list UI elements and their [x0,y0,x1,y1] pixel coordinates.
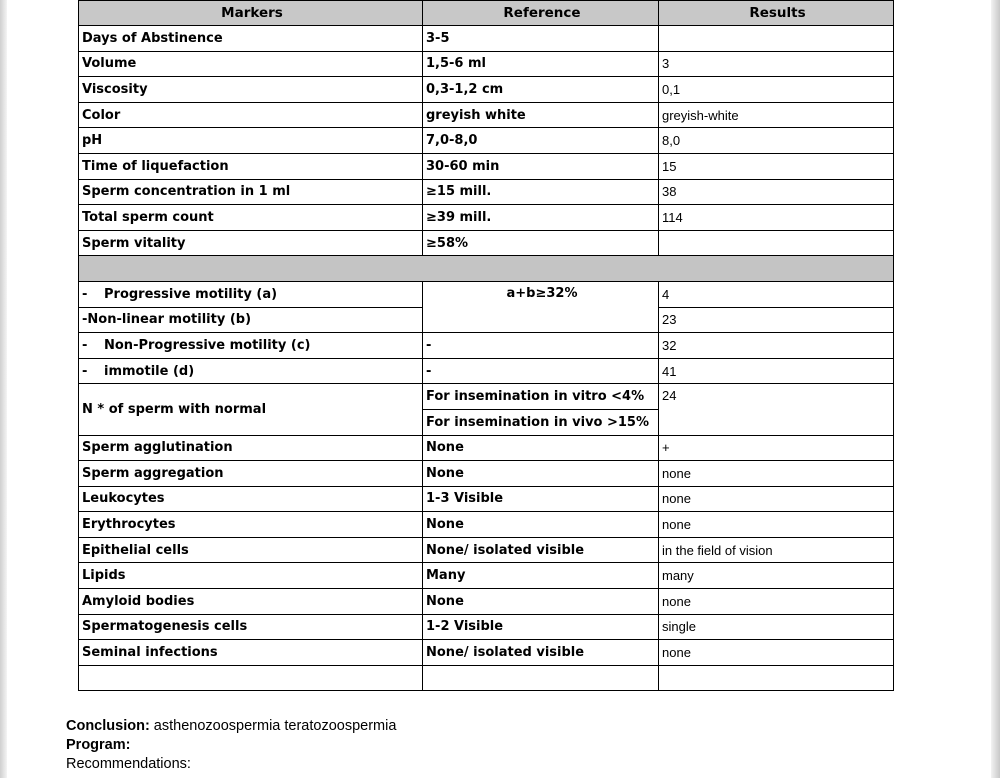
marker-cell: Sperm vitality [79,230,423,256]
result-cell: none [659,640,894,666]
section-separator-row [79,256,894,282]
reference-cell: 30-60 min [423,153,659,179]
empty-cell [79,665,423,691]
table-header-row [79,1,894,26]
table-row [79,128,894,154]
table-row [79,461,894,487]
reference-cell: None/ isolated visible [423,640,659,666]
program-line [66,737,130,753]
table-row [79,230,894,256]
reference-cell: a+b≥32% [423,281,659,332]
marker-cell: Seminal infections [79,640,423,666]
result-cell [659,230,894,256]
marker-label: Non-Progressive motility (c) [104,337,311,353]
reference-cell: For insemination in vitro <4% [423,384,659,410]
conclusion-label: Conclusion: [66,718,150,734]
result-cell: 3 [659,51,894,77]
result-cell: 8,0 [659,128,894,154]
reference-cell: None [423,435,659,461]
marker-cell: Amyloid bodies [79,589,423,615]
reference-cell: For insemination in vivo >15% [423,409,659,435]
marker-cell: -Non-linear motility (b) [79,307,423,333]
reference-cell: ≥39 mill. [423,205,659,231]
result-cell: none [659,589,894,615]
result-cell: 24 [659,384,894,435]
reference-cell: 7,0-8,0 [423,128,659,154]
reference-cell: greyish white [423,102,659,128]
marker-cell: Spermatogenesis cells [79,614,423,640]
header-markers: Markers [79,1,423,26]
marker-cell: Time of liquefaction [79,153,423,179]
marker-label: Progressive motility (a) [104,286,278,302]
table-row [79,26,894,52]
reference-cell: 0,3-1,2 cm [423,77,659,103]
page-edge-left [0,0,7,778]
marker-cell: Sperm aggregation [79,461,423,487]
table-row [79,589,894,615]
table-row [79,640,894,666]
result-cell: 0,1 [659,77,894,103]
marker-cell [79,281,423,307]
marker-cell: Volume [79,51,423,77]
marker-cell: Leukocytes [79,486,423,512]
marker-cell: Total sperm count [79,205,423,231]
marker-cell: Viscosity [79,77,423,103]
result-cell: in the field of vision [659,537,894,563]
reference-cell: 1,5-6 ml [423,51,659,77]
result-cell: none [659,512,894,538]
reference-cell: Many [423,563,659,589]
marker-cell [79,358,423,384]
result-cell: 23 [659,307,894,333]
table-row [79,333,894,359]
table-row [79,358,894,384]
result-cell: 114 [659,205,894,231]
marker-cell: Erythrocytes [79,512,423,538]
table-row [79,179,894,205]
marker-cell: Sperm agglutination [79,435,423,461]
table-row [79,384,894,410]
marker-cell: Days of Abstinence [79,26,423,52]
table-row [79,614,894,640]
dash-mark: - [82,363,88,379]
result-cell: none [659,486,894,512]
reference-cell: ≥15 mill. [423,179,659,205]
recommendations-line [66,756,191,772]
dash-mark: - [82,286,88,302]
result-cell: 4 [659,281,894,307]
empty-cell [659,665,894,691]
marker-label: immotile (d) [104,363,195,379]
page-edge-right [991,0,1000,778]
result-cell: none [659,461,894,487]
result-cell: many [659,563,894,589]
result-cell: 41 [659,358,894,384]
marker-cell: pH [79,128,423,154]
result-cell: single [659,614,894,640]
table-row [79,77,894,103]
conclusion-text: asthenozoospermia teratozoospermia [149,718,397,734]
separator-cell [79,256,894,282]
result-cell: 32 [659,333,894,359]
reference-cell: None [423,512,659,538]
result-cell: 15 [659,153,894,179]
reference-cell: 3-5 [423,26,659,52]
reference-cell: None [423,461,659,487]
result-cell: 38 [659,179,894,205]
result-cell: greyish-white [659,102,894,128]
table-row [79,486,894,512]
conclusion-line [66,718,396,734]
empty-row [79,665,894,691]
table-row [79,102,894,128]
semen-analysis-table [78,0,894,691]
table-row [79,281,894,307]
reference-cell: - [423,358,659,384]
marker-cell: Lipids [79,563,423,589]
header-reference: Reference [423,1,659,26]
table-row [79,537,894,563]
marker-cell: Sperm concentration in 1 ml [79,179,423,205]
reference-cell: ≥58% [423,230,659,256]
reference-cell: - [423,333,659,359]
result-cell [659,26,894,52]
recommendations-label: Recommendations: [66,756,191,772]
marker-cell: Epithelial cells [79,537,423,563]
table-row [79,563,894,589]
reference-cell: 1-3 Visible [423,486,659,512]
reference-cell: 1-2 Visible [423,614,659,640]
program-label: Program: [66,737,131,753]
reference-cell: None [423,589,659,615]
dash-mark: - [82,337,88,353]
marker-cell [79,333,423,359]
table-row [79,51,894,77]
table-row [79,435,894,461]
table-row [79,512,894,538]
header-results: Results [659,1,894,26]
table-row [79,205,894,231]
table-row [79,153,894,179]
reference-cell: None/ isolated visible [423,537,659,563]
marker-cell: Color [79,102,423,128]
marker-cell: N * of sperm with normal [79,384,423,435]
empty-cell [423,665,659,691]
result-cell: + [659,435,894,461]
